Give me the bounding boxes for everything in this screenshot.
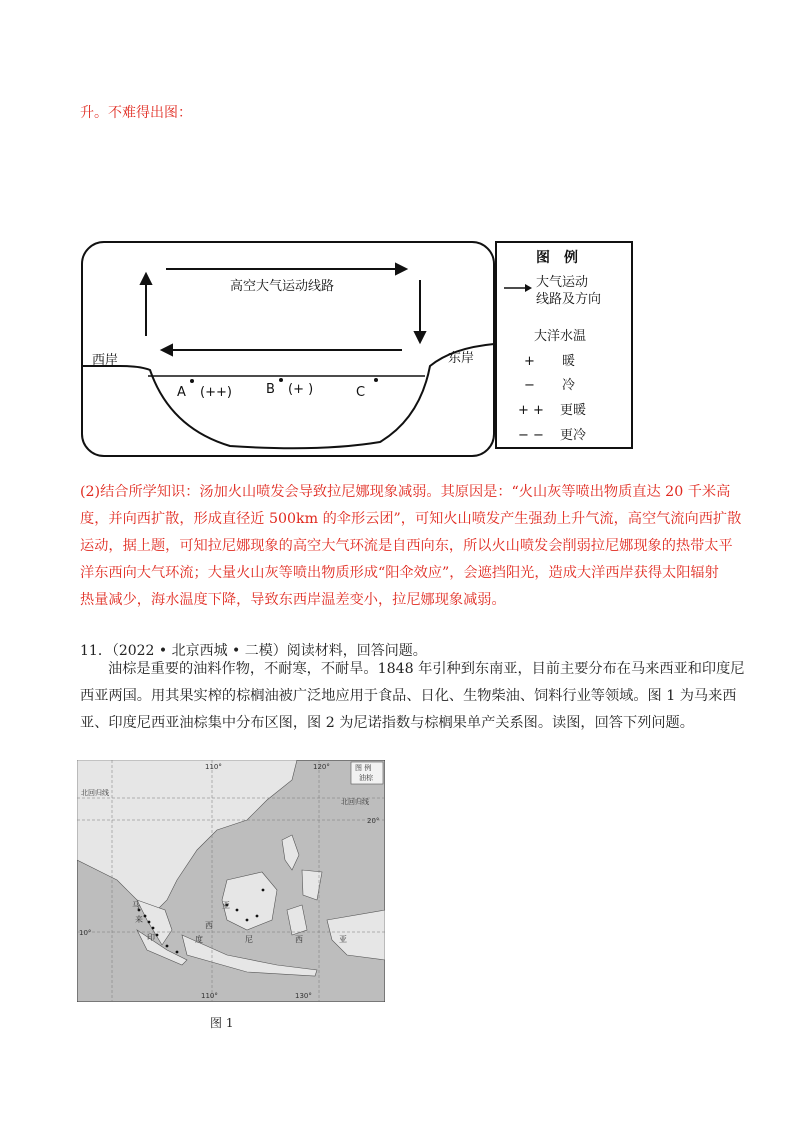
east-coast-label: 东岸: [448, 351, 475, 366]
answer-line: 运动，据上题，可知拉尼娜现象的高空大气环流是自西向东，所以火山喷发会削弱拉尼娜现象的热带太平: [80, 538, 733, 554]
legend-sym-4: − −: [518, 428, 544, 443]
legend-title: 图 例: [536, 250, 578, 266]
legend-text-3: 更暖: [560, 403, 587, 418]
answer-line: 洋东西向大气环流；大量火山灰等喷出物质形成“阳伞效应”，会遮挡阳光，造成大洋西岸获得太阳辐射: [80, 565, 719, 581]
map-label-xi2: 西: [295, 935, 303, 944]
intro-line: 升。不难得出图：: [80, 105, 192, 121]
answer-line: 度，并向西扩散，形成直径近 500km 的伞形云团”，可知火山喷发产生强劲上升气流，高空气流向西扩散: [80, 511, 742, 527]
map-label-lai: 来: [135, 915, 143, 924]
legend-text-4: 更冷: [560, 428, 587, 443]
legend-temp-title: 大洋水温: [534, 329, 587, 344]
answer-line: 热量减少，海水温度下降，导致东西岸温差变小，拉尼娜现象减弱。: [80, 592, 506, 608]
question-heading: 11．（2022 • 北京西城 • 二模）阅读材料，回答问题。: [80, 643, 427, 659]
answer-line: (2)结合所学知识：汤加火山喷发会导致拉尼娜现象减弱。其原因是：“火山灰等喷出物质直达 20 千米高: [80, 484, 731, 500]
legend-sym-3: + +: [518, 403, 544, 418]
lon-110-label: 110°: [205, 763, 222, 771]
legend-text-1: 暖: [562, 354, 576, 369]
lon-110-bottom-label: 110°: [201, 992, 218, 1000]
map-label-du: 度: [195, 935, 203, 944]
question-paragraph: [80, 656, 745, 737]
point-a: A: [177, 385, 186, 400]
tropic-right-label: 北回归线: [341, 798, 369, 806]
point-c: C: [356, 385, 366, 400]
lat-10-label: 10°: [79, 929, 92, 937]
southeast-asia-map: [77, 760, 385, 1002]
figure-1-caption: 图 1: [210, 1016, 234, 1030]
lon-120-label: 120°: [313, 763, 330, 771]
question-line: 亚、印度尼西亚油棕集中分布区图，图 2 为尼诺指数与棕榈果单产关系图。读图，回答下列问题。: [80, 715, 694, 731]
lanina-circulation-diagram: [80, 238, 636, 460]
map-label-ya2: 亚: [339, 935, 347, 944]
map-label-yin: 印: [147, 933, 155, 942]
tropic-left-label: 北回归线: [81, 789, 109, 797]
answer-paragraph: [80, 479, 742, 614]
map-label-ni: 尼: [245, 935, 253, 944]
map-legend-item: 油棕: [359, 774, 373, 782]
question-line: 西亚两国。用其果实榨的棕榈油被广泛地应用于食品、日化、生物柴油、饲料行业等领域。图 1 为马来西: [80, 688, 737, 704]
legend-text-2: 冷: [562, 378, 576, 393]
map-legend-title: 图 例: [355, 764, 372, 772]
circulation-arrows: [141, 264, 425, 355]
west-coast-label: 西岸: [92, 353, 119, 368]
legend-arrow-text-2: 线路及方向: [536, 292, 602, 307]
point-b-sign: (+ ): [288, 382, 314, 397]
map-label-xi1: 西: [205, 921, 213, 930]
map-label-ya1: 亚: [222, 901, 230, 910]
map-label-ma: 马: [132, 901, 140, 910]
legend-sym-1: +: [524, 354, 535, 369]
point-a-sign: (++): [200, 385, 232, 400]
question-line: 油棕是重要的油料作物，不耐寒，不耐旱。1848 年引种到东南亚，目前主要分布在马来西亚和印度尼: [108, 661, 745, 677]
point-b: B: [266, 382, 275, 397]
upper-route-label: 高空大气运动线路: [230, 279, 335, 294]
legend-sym-2: −: [524, 378, 535, 393]
lon-130-label: 130°: [295, 992, 312, 1000]
legend-arrow-text-1: 大气运动: [536, 275, 589, 290]
lat-20-label: 20°: [367, 817, 380, 825]
